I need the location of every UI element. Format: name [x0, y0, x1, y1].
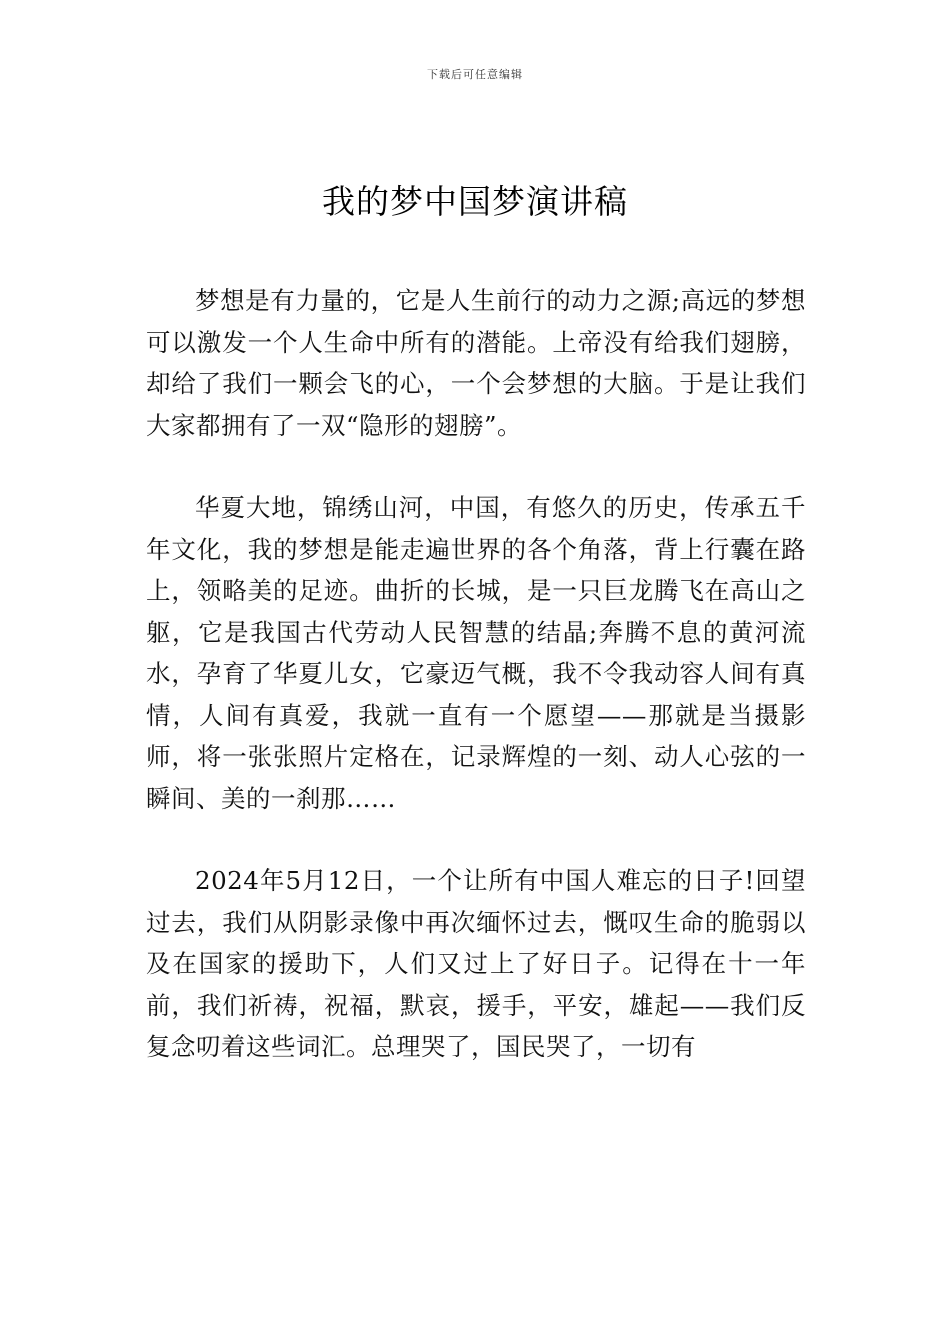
page-header-note: 下载后可任意编辑 [427, 68, 523, 81]
paragraph-2: 华夏大地，锦绣山河，中国，有悠久的历史，传承五千年文化，我的梦想是能走遍世界的各个角落，背上行囊在路上，领略美的足迹。曲折的长城，是一只巨龙腾飞在高山之躯，它是我国古代劳动人民智慧的结晶;奔腾不息的黄河流水，孕育了华夏儿女，它豪迈气概，我不令我动容人间有真情，人间有真爱，我就一直有一个愿望——那就是当摄影师，将一张张照片定格在，记录辉煌的一刻、动人心弦的一瞬间、美的一刹那…… [146, 493, 806, 813]
paragraph-3: 2024年5月12日，一个让所有中国人难忘的日子!回望过去，我们从阴影录像中再次缅怀过去，慨叹生命的脆弱以及在国家的援助下，人们又过上了好日子。记得在十一年前，我们祈祷，祝福，默哀，援手，平安，雄起——我们反复念叨着这些词汇。总理哭了，国民哭了，一切有 [146, 866, 806, 1061]
document-title: 我的梦中国梦演讲稿 [322, 182, 628, 221]
document-body [146, 280, 806, 1068]
paragraph-1: 梦想是有力量的，它是人生前行的动力之源;高远的梦想可以激发一个人生命中所有的潜能。上帝没有给我们翅膀，却给了我们一颗会飞的心，一个会梦想的大脑。于是让我们大家都拥有了一双“隐形的翅膀”。 [146, 286, 806, 440]
